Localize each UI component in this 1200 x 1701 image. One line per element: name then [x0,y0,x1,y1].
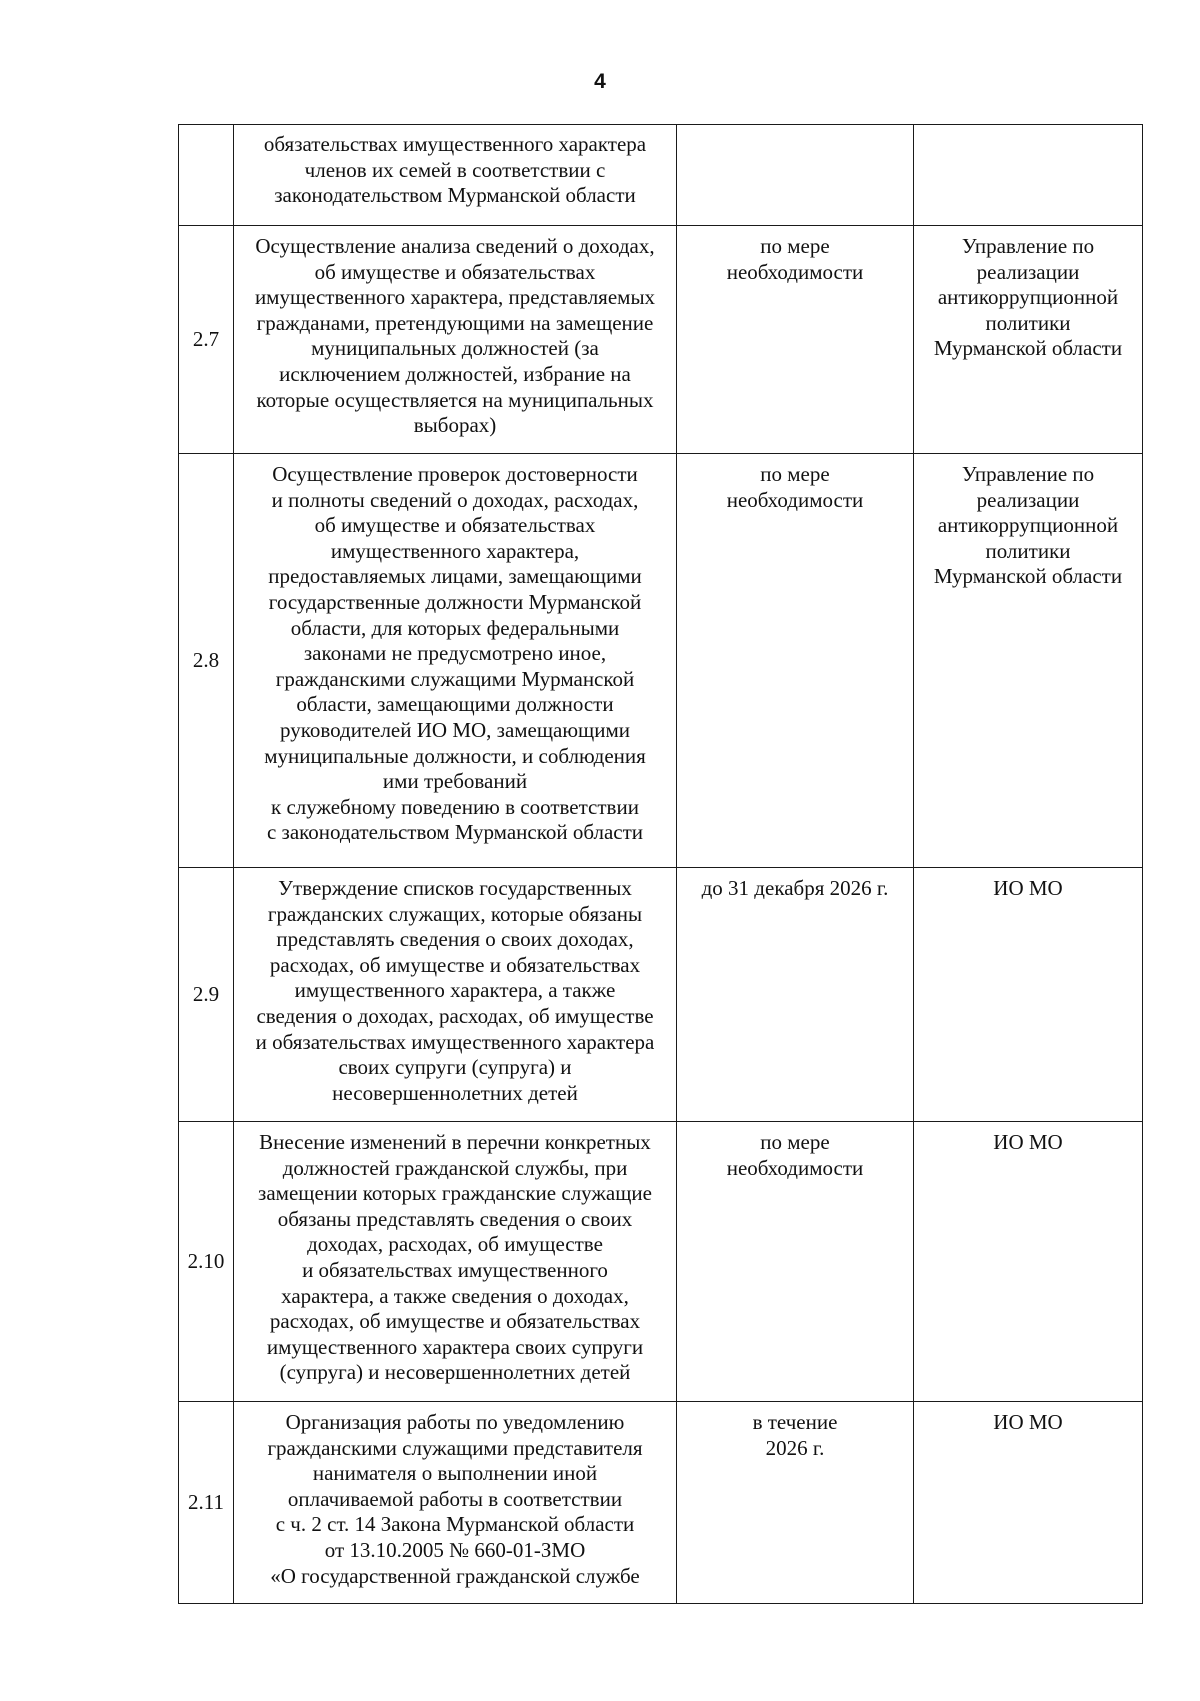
term-cell [677,1402,914,1604]
item-number-cell: 2.8 [179,454,234,868]
term-cell [677,1122,914,1402]
term-line: до 31 декабря 2026 г. [701,876,889,900]
responsible-cell [914,1122,1143,1402]
table-row [179,226,1143,454]
action-line: расходах, об имуществе и обязательствах [269,952,641,977]
action-cell [234,868,677,1122]
page-number: 4 [594,70,606,93]
responsible-line: реализации [976,487,1080,512]
action-line: гражданами, претендующими на замещение [256,310,654,335]
responsible-cell [914,454,1143,868]
responsible-line: ИО МО [993,876,1063,900]
action-line: гражданских служащих, которые обязаны [267,901,643,926]
item-number-cell: 2.10 [179,1122,234,1402]
action-line: характера, а также сведения о доходах, [281,1283,629,1308]
action-cell [234,454,677,868]
responsible-cell [914,1402,1143,1604]
action-line: к служебному поведению в соответствии [271,794,639,819]
term-line: по мере [760,462,830,486]
action-line: обязаны представлять сведения о своих [277,1206,633,1231]
item-number-cell: 2.7 [179,226,234,454]
action-line: Осуществление анализа сведений о доходах, [255,234,655,258]
action-line: законодательством Мурманской области [274,183,636,208]
action-line: муниципальных должностей (за [311,336,599,361]
responsible-line: реализации [976,259,1080,284]
term-cell [677,868,914,1122]
action-line: гражданскими служащими представителя [267,1435,643,1460]
measures-table [178,124,1143,1604]
responsible-line: ИО МО [993,1410,1063,1434]
action-line: «О государственной гражданской службе [270,1563,640,1588]
action-line: об имуществе и обязательствах [314,513,596,538]
term-line: по мере [760,234,830,258]
action-line: и обязательствах имущественного характера [255,1029,655,1054]
action-line: имущественного характера, [330,538,580,563]
table-row [179,125,1143,226]
action-line: Организация работы по уведомлению [285,1410,625,1434]
action-line: Внесение изменений в перечни конкретных [259,1130,651,1154]
term-line: необходимости [726,487,864,512]
action-line: руководителей ИО МО, замещающими [280,717,630,742]
action-line: области, замещающими должности [296,692,614,717]
action-line: исключением должностей, избрание на [279,361,631,386]
term-line: в течение [752,1410,838,1434]
responsible-line: антикоррупционной [937,285,1119,310]
action-line: имущественного характера, представляемых [254,285,656,310]
action-line: об имуществе и обязательствах [314,259,596,284]
term-cell [677,226,914,454]
responsible-line: политики [985,538,1071,563]
action-line: с законодательством Мурманской области [266,820,644,845]
action-cell [234,125,677,226]
responsible-line: политики [985,310,1071,335]
action-cell [234,226,677,454]
table-row [179,1402,1143,1604]
item-number-cell: 2.11 [179,1402,234,1604]
action-line: (супруга) и несовершеннолетних детей [279,1360,631,1385]
action-line: гражданскими служащими Мурманской [275,666,635,691]
responsible-line: антикоррупционной [937,513,1119,538]
term-line: по мере [760,1130,830,1154]
action-line: от 13.10.2005 № 660-01-ЗМО [324,1537,586,1562]
action-line: ими требований [382,769,528,794]
term-line: необходимости [726,1155,864,1180]
responsible-line: Мурманской области [933,336,1123,361]
responsible-line: Мурманской области [933,564,1123,589]
action-line: имущественного характера своих супруги [266,1334,644,1359]
term-cell [677,454,914,868]
action-line: членов их семей в соответствии с [304,157,606,182]
item-number-cell [179,125,234,226]
responsible-cell [914,868,1143,1122]
action-line: оплачиваемой работы в соответствии [287,1486,623,1511]
table-row [179,454,1143,868]
action-line: выборах) [413,413,497,438]
table-row [179,868,1143,1122]
responsible-line: Управление по [961,234,1095,258]
action-line: представлять сведения о своих доходах, [276,927,634,952]
action-line: области, для которых федеральными [290,615,620,640]
responsible-cell [914,226,1143,454]
action-line: государственные должности Мурманской [268,589,642,614]
action-line: с ч. 2 ст. 14 Закона Мурманской области [275,1512,635,1537]
action-line: предоставляемых лицами, замещающими [268,564,642,589]
term-line: 2026 г. [765,1435,825,1460]
responsible-line: ИО МО [993,1130,1063,1154]
responsible-cell [914,125,1143,226]
table-row [179,1122,1143,1402]
action-line: Осуществление проверок достоверности [272,462,638,486]
action-line: сведения о доходах, расходах, об имуществе [256,1003,654,1028]
action-line: доходах, расходах, об имуществе [307,1232,603,1257]
action-line: и полноты сведений о доходах, расходах, [271,487,639,512]
action-line: и обязательствах имущественного [302,1257,608,1282]
action-line: расходах, об имуществе и обязательствах [269,1309,641,1334]
action-line: законами не предусмотрено иное, [303,641,607,666]
action-line: обязательствах имущественного характера [263,132,647,156]
action-line: имущественного характера, а также [294,978,616,1003]
term-line: необходимости [726,259,864,284]
action-line: нанимателя о выполнении иной [312,1461,598,1486]
action-cell [234,1402,677,1604]
action-line: должностей гражданской службы, при [282,1155,628,1180]
term-cell [677,125,914,226]
action-line: муниципальные должности, и соблюдения [264,743,646,768]
action-line: Утверждение списков государственных [278,876,632,900]
action-cell [234,1122,677,1402]
responsible-line: Управление по [961,462,1095,486]
action-line: которые осуществляется на муниципальных [256,387,654,412]
action-line: несовершеннолетних детей [332,1080,578,1105]
item-number-cell: 2.9 [179,868,234,1122]
action-line: своих супруги (супруга) и [338,1055,572,1080]
action-line: замещении которых гражданские служащие [258,1181,652,1206]
